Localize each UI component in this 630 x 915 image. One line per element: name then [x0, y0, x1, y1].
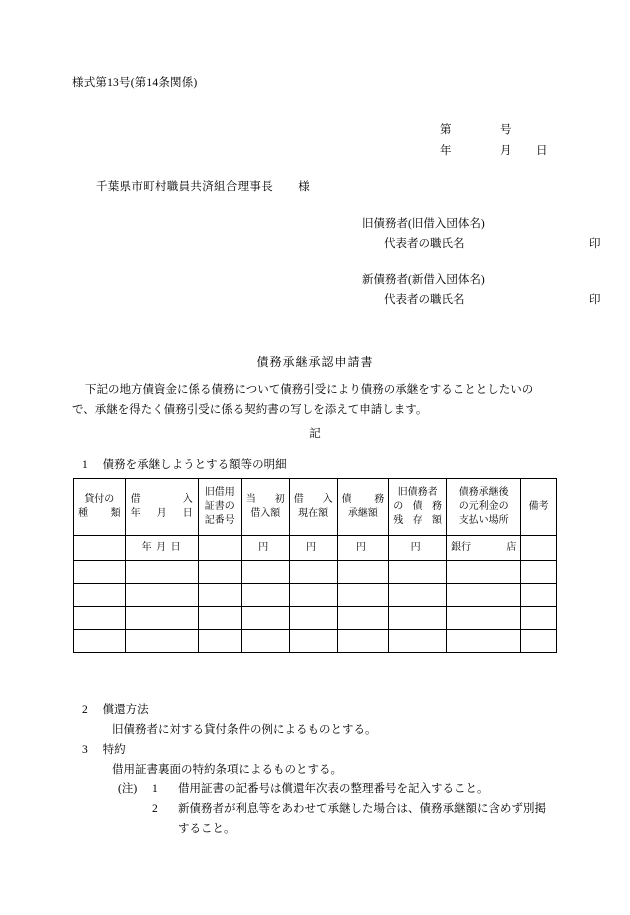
new-debtor-rep-label: 代表者の職氏名	[384, 294, 465, 306]
header-borrow-date-l2	[127, 507, 197, 521]
header-remaining-l2b: 債	[412, 501, 423, 512]
note-number: 2	[152, 803, 158, 815]
header-current-l1a: 借	[293, 494, 304, 505]
number-suffix: 号	[500, 124, 512, 136]
header-initial-amount	[241, 479, 289, 536]
table-header-row	[74, 479, 557, 536]
header-succession-l2: 承継額	[347, 508, 378, 519]
cell-initial-amount[interactable]	[241, 607, 289, 630]
header-remaining-l2	[390, 500, 445, 514]
header-remaining-l1: 旧債務者	[397, 487, 438, 498]
header-old-certificate-no	[198, 479, 241, 536]
header-borrow-l1b: 入	[182, 494, 193, 505]
section-1-number: 1	[82, 459, 88, 471]
header-current-l1b: 入	[322, 494, 333, 505]
cell-branch-label: 店	[506, 542, 517, 553]
cell-payment-place-inner	[447, 541, 520, 555]
old-debtor-block	[362, 214, 601, 254]
header-initial-l1b: 初	[274, 494, 285, 505]
header-payment-l1: 債務承継後	[458, 487, 509, 498]
document-title: 債務承継承認申請書	[256, 355, 374, 369]
date-day-label: 日	[536, 145, 548, 157]
cell-initial-amount[interactable]: 円	[241, 536, 289, 561]
header-remaining-l2c: 務	[432, 501, 443, 512]
cell-payment-place[interactable]	[447, 561, 521, 584]
header-current-amount	[289, 479, 337, 536]
old-debtor-rep-row	[384, 234, 601, 254]
detail-table-body	[74, 536, 557, 653]
cell-loan-type[interactable]	[74, 630, 126, 653]
header-initial-l2: 借入額	[250, 508, 281, 519]
cell-remaining-amount[interactable]	[389, 561, 447, 584]
header-borrow-l2b: 月	[156, 508, 167, 519]
header-initial-l1	[243, 493, 288, 507]
old-debtor-rep-label: 代表者の職氏名	[384, 238, 465, 250]
body-paragraph-line-2: で、承継を得たく債務引受に係る契約書の写しを添えて申請します。	[72, 404, 428, 416]
body-paragraph-line-1: 下記の地方債資金に係る債務について債務引受により債務の承継をすることとしたいの	[85, 384, 534, 396]
section-1-heading	[82, 456, 287, 472]
cell-remaining-amount[interactable]: 円	[389, 536, 447, 561]
cell-remarks[interactable]	[521, 536, 557, 561]
header-remarks: 備考	[521, 479, 557, 536]
cell-old-certificate-no[interactable]	[198, 536, 241, 561]
new-debtor-block	[362, 270, 601, 310]
header-remaining-l3c: 額	[432, 515, 443, 526]
table-row	[74, 561, 557, 584]
cell-loan-type[interactable]	[74, 607, 126, 630]
note-text: 新債務者が利息等をあわせて承継した場合は、債務承継額に含めず別掲	[178, 803, 546, 815]
date-year-label: 年	[440, 145, 452, 157]
cell-succession-amount[interactable]: 円	[337, 536, 389, 561]
header-succession-l1a: 債	[341, 494, 352, 505]
cell-current-amount[interactable]: 円	[289, 536, 337, 561]
header-succession-l1b: 務	[374, 494, 385, 505]
cell-borrow-date[interactable]	[125, 561, 198, 584]
cell-current-amount[interactable]	[289, 561, 337, 584]
section-2	[82, 700, 377, 740]
section-1-title: 債務を承継しようとする額等の明細	[102, 459, 287, 471]
addressee-name: 千葉県市町村職員共済組合理事長	[96, 181, 273, 193]
new-debtor-seal: 印	[589, 294, 601, 306]
header-payment-l3: 支払い場所	[458, 515, 509, 526]
header-payment-place	[447, 479, 521, 536]
cell-old-certificate-no[interactable]	[198, 561, 241, 584]
cell-loan-type[interactable]	[74, 536, 126, 561]
cell-succession-amount[interactable]	[337, 584, 389, 607]
cell-borrow-date[interactable]	[125, 630, 198, 653]
cell-remaining-amount[interactable]	[389, 607, 447, 630]
section-2-number: 2	[82, 704, 88, 716]
cell-remarks[interactable]	[521, 561, 557, 584]
header-old-cert-l1: 旧借用	[204, 487, 235, 498]
cell-payment-place[interactable]	[447, 607, 521, 630]
header-borrow-date-l1	[127, 493, 197, 507]
header-current-l2: 現在額	[298, 508, 329, 519]
cell-initial-amount[interactable]	[241, 584, 289, 607]
note-number: 1	[152, 783, 158, 795]
header-old-cert-l3: 記番号	[204, 515, 235, 526]
table-row	[74, 630, 557, 653]
header-initial-l1a: 当	[245, 494, 256, 505]
table-row	[74, 584, 557, 607]
addressee	[96, 178, 310, 194]
header-loan-type-l2a: 種	[78, 508, 88, 519]
body-paragraph	[72, 380, 558, 420]
ki-heading: 記	[309, 428, 321, 440]
section-2-title: 償還方法	[102, 704, 149, 716]
header-borrow-l2a: 年	[130, 508, 141, 519]
header-remaining-l3	[390, 514, 445, 528]
header-borrow-date	[125, 479, 198, 536]
cell-succession-amount[interactable]	[337, 607, 389, 630]
section-3-title: 特約	[102, 744, 126, 756]
old-debtor-seal: 印	[589, 238, 601, 250]
cell-old-certificate-no[interactable]	[198, 630, 241, 653]
cell-current-amount[interactable]	[289, 607, 337, 630]
cell-old-certificate-no[interactable]	[198, 607, 241, 630]
section-3-detail: 借用証書裏面の特約条項によるものとする。	[112, 764, 342, 776]
table-row	[74, 607, 557, 630]
cell-remarks[interactable]	[521, 584, 557, 607]
cell-initial-amount[interactable]	[241, 630, 289, 653]
note-item	[152, 799, 546, 819]
table-row	[74, 536, 557, 561]
cell-remarks[interactable]	[521, 630, 557, 653]
header-current-l1	[291, 493, 336, 507]
cell-payment-place[interactable]	[447, 584, 521, 607]
header-loan-type-l2	[75, 507, 124, 521]
notes-label: (注)	[118, 783, 138, 795]
cell-borrow-date[interactable]	[125, 584, 198, 607]
cell-remaining-amount[interactable]	[389, 630, 447, 653]
cell-payment-place[interactable]	[447, 536, 521, 561]
cell-loan-type[interactable]	[74, 584, 126, 607]
detail-table	[73, 478, 557, 653]
header-old-cert-l2: 証書の	[204, 501, 235, 512]
number-label: 第	[440, 124, 452, 136]
section-3	[82, 740, 342, 780]
header-loan-type	[74, 479, 126, 536]
new-debtor-label: 新債務者(新借入団体名)	[362, 274, 485, 286]
cell-succession-amount[interactable]	[337, 561, 389, 584]
header-remaining-l3a: 残	[393, 515, 404, 526]
header-payment-l2: の元利金の	[458, 501, 509, 512]
header-remaining-amount	[389, 479, 447, 536]
cell-bank-label: 銀行	[451, 542, 472, 553]
cell-current-amount[interactable]	[289, 630, 337, 653]
section-2-detail: 旧債務者に対する貸付条件の例によるものとする。	[112, 724, 377, 736]
header-remaining-l3b: 存	[412, 515, 423, 526]
notes-block	[118, 779, 546, 839]
section-3-number: 3	[82, 744, 88, 756]
cell-initial-amount[interactable]	[241, 561, 289, 584]
document-number-row	[440, 120, 572, 141]
header-succession-amount	[337, 479, 389, 536]
cell-borrow-date[interactable]	[125, 607, 198, 630]
document-number-block	[440, 120, 572, 162]
note-item	[118, 779, 546, 799]
header-borrow-l2c: 日	[182, 508, 193, 519]
header-remaining-l2a: の	[393, 501, 404, 512]
section-2-heading	[82, 700, 377, 720]
note-text-continued: すること。	[178, 823, 236, 835]
cell-remarks[interactable]	[521, 607, 557, 630]
cell-borrow-date[interactable]: 年 月 日	[125, 536, 198, 561]
header-succession-l1	[339, 493, 388, 507]
document-date-row	[440, 141, 572, 162]
header-borrow-l1a: 借	[130, 494, 141, 505]
header-loan-type-l1: 貸付の	[84, 494, 115, 505]
note-text: 借用証書の記番号は償還年次表の整理番号を記入すること。	[178, 783, 489, 795]
date-month-label: 月	[500, 145, 512, 157]
cell-remaining-amount[interactable]	[389, 584, 447, 607]
section-3-heading	[82, 740, 342, 760]
cell-succession-amount[interactable]	[337, 630, 389, 653]
header-loan-type-l2b: 類	[110, 508, 121, 519]
form-number: 様式第13号(第14条関係)	[72, 77, 198, 89]
cell-loan-type[interactable]	[74, 561, 126, 584]
cell-old-certificate-no[interactable]	[198, 584, 241, 607]
old-debtor-label: 旧債務者(旧借入団体名)	[362, 218, 485, 230]
cell-current-amount[interactable]	[289, 584, 337, 607]
cell-payment-place[interactable]	[447, 630, 521, 653]
detail-table-head	[74, 479, 557, 536]
new-debtor-rep-row	[384, 290, 601, 310]
addressee-honorific: 様	[298, 181, 310, 193]
